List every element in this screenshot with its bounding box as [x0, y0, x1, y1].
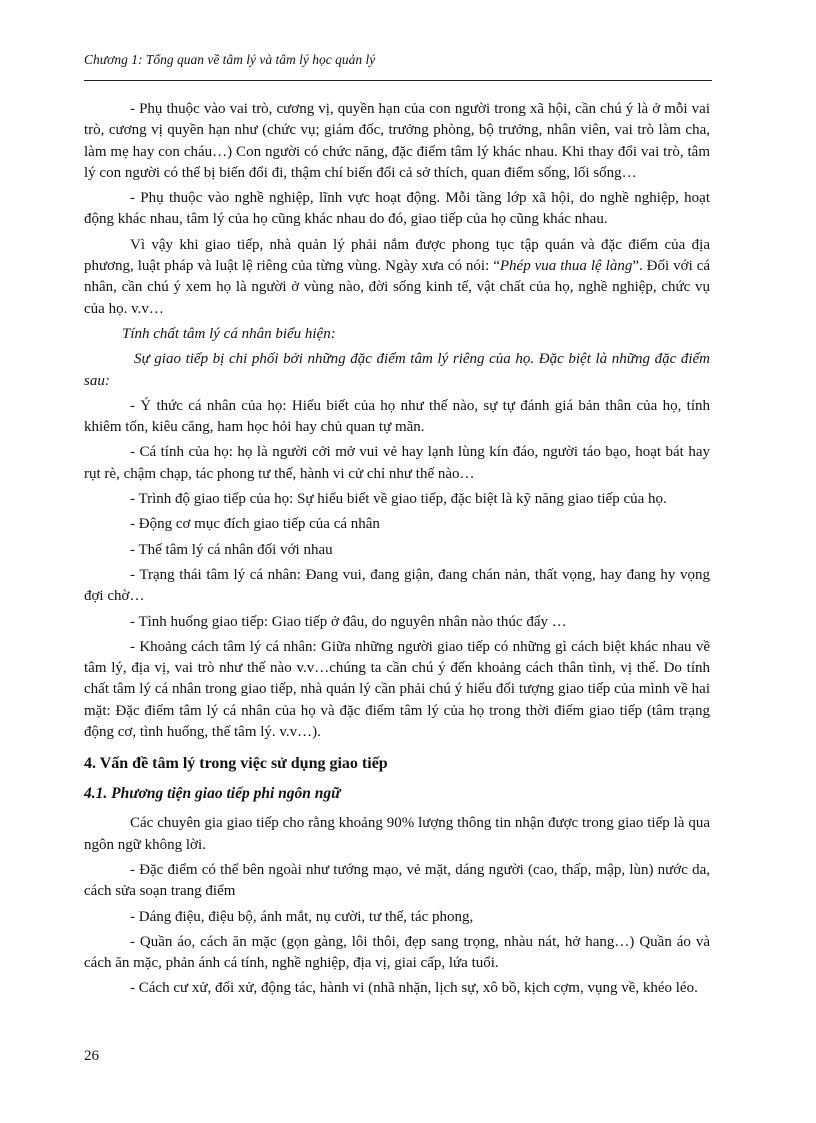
subsection-heading: 4.1. Phương tiện giao tiếp phi ngôn ngữ [84, 785, 341, 803]
list-item: - Cá tính của họ: họ là người cởi mở vui vẻ hay lạnh lùng kín đáo, người táo bạo, hoạt bát hay rụt rè, chậm chạp, tác phong tư thế, hành vi cử chỉ như thế nào… [84, 444, 710, 482]
list-item: - Trình độ giao tiếp của họ: Sự hiểu biết về giao tiếp, đặc biệt là kỹ năng giao tiếp của họ. [130, 491, 667, 508]
page-number: 26 [84, 1048, 99, 1064]
paragraph-profession-dependency: - Phụ thuộc vào nghề nghiệp, lĩnh vực hoạt động. Mỗi tầng lớp xã hội, do nghề nghiệp, hoạt động khác nhau, tâm lý của họ cũng khác nhau do đó, giao tiếp của họ cũng khác nhau. [84, 190, 710, 228]
list-item: - Đặc điểm có thể bên ngoài như tướng mạo, vẻ mặt, dáng người (cao, thấp, mập, lùn) nước da, cách sửa soạn trang điểm [84, 861, 710, 900]
paragraph-italic-intro: Sự giao tiếp bị chi phối bởi những đặc điểm tâm lý riêng của họ. Đặc biệt là những đặc điểm sau: [84, 351, 710, 389]
paragraph-custom-knowledge [84, 235, 710, 320]
running-header: Chương 1: Tổng quan về tâm lý và tâm lý học quản lý [84, 52, 376, 67]
paragraph-intro: Các chuyên gia giao tiếp cho rằng khoảng 90% lượng thông tin nhận được trong giao tiếp là qua ngôn ngữ không lời. [84, 815, 710, 853]
paragraph-italic-subheading: Tính chất tâm lý cá nhân biểu hiện: [122, 325, 336, 342]
list-item: - Thế tâm lý cá nhân đối với nhau [130, 541, 333, 558]
section-heading: 4. Vấn đề tâm lý trong việc sử dụng giao tiếp [84, 755, 388, 773]
text-segment: ”. Đối với cá nhân, cần chú ý xem họ là người ở vùng nào, đời sống kinh tế, vật chất của họ, nghề nghiệp, chức vụ của họ. v.v… [84, 258, 711, 317]
list-item: - Quần áo, cách ăn mặc (gọn gàng, lôi thôi, đẹp sang trọng, nhàu nát, hở hang…) Quần áo và cách ăn mặc, phản ánh cá tính, nghề nghiệp, địa vị, giai cấp, lứa tuổi. [84, 933, 710, 972]
list-item: - Cách cư xử, đối xử, động tác, hành vi (nhã nhặn, lịch sự, xô bồ, kịch cợm, vụng về, khéo léo. [130, 980, 698, 997]
header-rule [84, 80, 712, 81]
list-item: - Dáng điệu, điệu bộ, ánh mắt, nụ cười, tư thế, tác phong, [130, 908, 474, 925]
proverb-quote: Phép vua thua lệ làng [499, 258, 633, 275]
list-item: - Động cơ mục đích giao tiếp của cá nhân [130, 516, 380, 533]
list-item: - Trạng thái tâm lý cá nhân: Đang vui, đang giận, đang chán nản, thất vọng, hay đang hy vọng đợi chờ… [84, 566, 710, 605]
list-item: - Ý thức cá nhân của họ: Hiểu biết của họ như thế nào, sự tự đánh giá bản thân của họ, tính khiêm tốn, kiêu căng, ham học hỏi hay chủ quan tự mãn. [84, 397, 710, 436]
text-segment: Vì vậy khi giao tiếp, nhà quản lý phải nắm được phong tục tập quán và đặc điểm của địa phương, luật pháp và luật lệ riêng của từng vùng. Ngày xưa có nói: “ [84, 236, 710, 275]
paragraph-role-dependency: - Phụ thuộc vào vai trò, cương vị, quyền hạn của con người trong xã hội, cần chú ý là ở mỗi vai trò, cương vị quyền hạn như (chức vụ; giám đốc, trưởng phòng, bộ trưởng, nhân viên, vai trò làm cha, làm mẹ hay con cháu…) Con người có chức năng, đặc điểm tâm lý khác nhau. Khi thay đổi vai trò, tâm lý con người có thể bị biến đổi đi, thậm chí biến đổi cả sở thích, quan điểm sống, lối sống… [84, 101, 710, 181]
page-body [84, 99, 710, 1004]
list-item: - Khoảng cách tâm lý cá nhân: Giữa những người giao tiếp có những gì cách biệt khác nhau về tâm lý, địa vị, vai trò như thế nào v.v…chúng ta cần chú ý đến khoảng cách thân tình, vị thế. Do tính chất tâm lý cá nhân trong giao tiếp, nhà quản lý cần phải chú ý hiểu đối tượng giao tiếp của mình về hai mặt: Đặc điểm tâm lý cá nhân của họ và đặc điểm tâm lý của họ trong thời điểm giao tiếp (tâm trạng động cơ, tình huống, thế tâm lý. v.v…). [84, 638, 710, 741]
list-item: - Tình huống giao tiếp: Giao tiếp ở đâu, do nguyên nhân nào thúc đẩy … [130, 613, 567, 630]
